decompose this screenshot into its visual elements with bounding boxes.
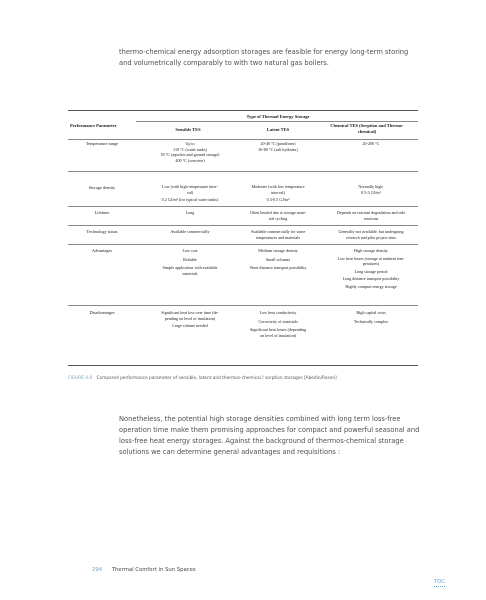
cell-chemical-advantages (326, 248, 416, 290)
cell-line: 0.5-3 GJ/m³ (361, 189, 381, 195)
cell-line: 20-40 °C (paraffines) (260, 141, 296, 146)
cell-line: Often limited due to storage mate- (249, 210, 307, 215)
cell-line: 50 °C (aquifers and ground storage) (160, 152, 220, 158)
cell-sensible-disadvantages (140, 310, 240, 329)
cell-line: Low heat losses (storage at ambient tem- (337, 255, 405, 261)
cell-line: Depends on reactant degradation and side (336, 210, 406, 215)
cell-line: val) (186, 189, 194, 195)
header-performance-parameter: Performance Parameter (70, 123, 117, 128)
cell-line: Corrosivity of materials (258, 318, 298, 324)
cell-line: Large volume needed (172, 323, 208, 329)
caption-text: Compared performance parameter of sensible, latent and thermos-chemical / sorption storages [Abedin/Rosen] (96, 376, 337, 381)
cell-line: 20-200 °C (362, 141, 380, 146)
cell-line: 110 °C (water tanks) (173, 146, 207, 152)
cell-line: 30-80 °C (salt hydrates) (258, 146, 298, 152)
cell-line: interval) (271, 189, 285, 195)
page-footer (92, 567, 196, 573)
cell-line: pending on level of insulation) (164, 315, 216, 321)
cell-line: Available commercially (170, 229, 210, 234)
cell-line: Long distance transport possibility (342, 276, 400, 282)
cell-line: temperatures and materials (255, 234, 301, 240)
cell-chemical-temperature (326, 141, 416, 147)
cell-chemical-lifetime (326, 210, 416, 221)
cell-line: materials (182, 270, 198, 276)
cell-line: reactions (363, 215, 379, 221)
page-number: 294 (92, 567, 103, 573)
toc-link[interactable]: TOC (434, 579, 446, 585)
cell-line: Medium storage density (258, 248, 298, 253)
row-label-temperature-range: Temperature range (85, 141, 119, 146)
row-label-technology-status: Technology status (86, 229, 118, 234)
cell-latent-temperature (228, 141, 328, 152)
figure-caption (68, 376, 428, 381)
header-sensible-tes: Sensible TES (175, 127, 201, 132)
cell-line: Long (185, 210, 195, 215)
row-rule (68, 206, 418, 207)
cell-line: Low cost (182, 248, 198, 253)
cell-line: Moderate (with low temperature (251, 184, 305, 189)
cell-line: 0.3-0.5 GJ/m³ (266, 197, 290, 203)
header-rule (68, 139, 418, 140)
cell-line: 400 °C (concrete) (175, 157, 205, 163)
cell-line: Normally high: (358, 184, 384, 189)
cell-line: Up to (185, 141, 195, 146)
cell-line: Reliable (183, 256, 197, 262)
running-title: Thermal Comfort in Sun Spaces (111, 567, 196, 573)
row-rule (68, 171, 418, 172)
cell-sensible-temperature (140, 141, 240, 163)
cell-sensible-advantages (140, 248, 240, 276)
cell-line: on level of insulation) (259, 332, 297, 338)
header-latent-tes: Latent TES (266, 127, 290, 132)
cell-line: research and pilot project tests (346, 234, 396, 240)
cell-line: High storage density (354, 248, 388, 253)
cell-line: Highly compact energy storage (345, 283, 397, 289)
row-label-advantages: Advantages (91, 248, 113, 253)
cell-line: High capital costs (356, 310, 386, 315)
figure-label: FIGURE 4.8 (68, 376, 93, 381)
intro-paragraph: thermo-chemical energy adsorption storages are feasible for energy long-term storing and volumetrically comparably to with two natural gas boilers. (119, 48, 409, 67)
cell-line: Technically complex (353, 318, 389, 324)
cell-line: Low (with high temperature inter- (162, 184, 218, 189)
cell-latent-density (228, 184, 328, 203)
cell-line: Significant heat loss over time (de- (161, 310, 219, 315)
cell-sensible-status (140, 229, 240, 235)
cell-chemical-status (326, 229, 416, 240)
row-label-lifetime: Lifetime (94, 210, 110, 215)
header-subline (136, 121, 418, 122)
cell-line: rial cycling (268, 215, 288, 221)
cell-line: peratures) (362, 261, 380, 267)
row-rule (68, 244, 418, 245)
cell-chemical-disadvantages (326, 310, 416, 324)
cell-line: 0.2 GJ/m³ (for typical water tanks) (161, 197, 219, 203)
row-rule (68, 305, 418, 306)
cell-chemical-density (326, 184, 416, 195)
cell-line: Simple application with available (162, 265, 218, 271)
cell-sensible-lifetime (140, 210, 240, 216)
row-rule (68, 225, 418, 226)
cell-line: Generally not available, but undergoing (338, 229, 404, 234)
cell-latent-lifetime (228, 210, 328, 221)
cell-line: Small volumes (265, 256, 291, 262)
header-type-of-storage: Type of Thermal Energy Storage (246, 114, 310, 119)
cell-line: Long storage period (354, 268, 388, 274)
row-label-storage-density: Storage density (88, 185, 116, 190)
header-chemical-tes: Chemical TES (Sorption and Thermo-chemical) (330, 123, 404, 134)
cell-latent-advantages (228, 248, 328, 271)
row-label-disadvantages: Disadvantages (89, 310, 115, 315)
performance-table (68, 110, 418, 366)
body-paragraph: Nonetheless, the potential high storage densities combined with long term loss-free operation time make them promising approaches for compact and powerful seasonal and loss-free heat energy storages. Against the background of thermos-chemical storage solutions we can determine general advantages and requisitions : (119, 415, 420, 456)
cell-line: Short distance transport possibility (249, 265, 307, 271)
cell-latent-disadvantages (228, 310, 328, 338)
cell-line: Significant heat losses (depending (249, 327, 307, 333)
cell-line: Low heat conductivity (259, 310, 297, 315)
cell-sensible-density (140, 184, 240, 203)
cell-line: Available commercially for some (250, 229, 306, 234)
cell-latent-status (228, 229, 328, 240)
